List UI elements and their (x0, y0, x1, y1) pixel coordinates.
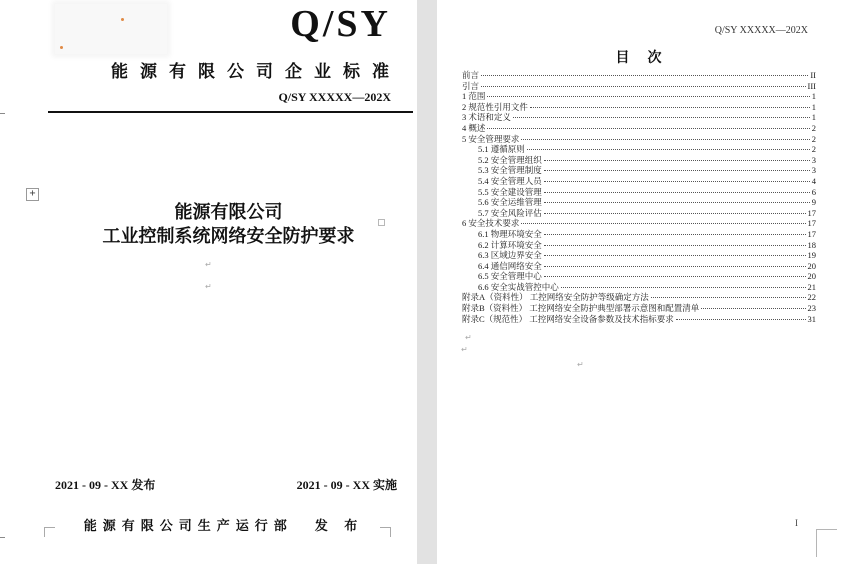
toc-entry-page: 20 (807, 271, 816, 282)
pilcrow-mark: ↵ (205, 282, 212, 291)
dot-leader (487, 128, 809, 129)
page-gap (417, 0, 437, 564)
running-header: Q/SY XXXXX—202X (714, 25, 808, 36)
toc-entry-page: 3 (811, 154, 816, 165)
publisher-line (36, 515, 411, 534)
toc-entry[interactable] (462, 80, 816, 91)
dot-leader (544, 160, 810, 161)
toc-entry-page: 1 (811, 101, 816, 112)
toc-entry-page: 20 (807, 260, 816, 271)
toc-heading: 目次 (615, 50, 680, 66)
toc-entry-label: 5.5 安全建设管理 (478, 186, 542, 197)
toc-entry-label: 4 概述 (462, 122, 486, 133)
dot-leader (544, 181, 810, 182)
dot-leader (544, 234, 806, 235)
dot-leader (701, 308, 805, 309)
toc-entry-page: 23 (807, 303, 816, 314)
dot-leader (521, 223, 805, 224)
toc-entry[interactable] (462, 122, 816, 133)
enterprise-standard-line: 能源有限公司企业标准 (111, 62, 401, 82)
toc-entry-page: III (807, 80, 816, 91)
dot-leader (676, 319, 806, 320)
toc-entry-label: 5.7 安全风险评估 (478, 207, 542, 218)
dot-leader (487, 96, 809, 97)
toc-entry-page: 2 (811, 144, 816, 155)
dot-leader (513, 117, 810, 118)
pilcrow-mark: ↵ (461, 345, 468, 354)
toc-entry-page: 1 (811, 91, 816, 102)
toc-entry-label: 6.4 通信网络安全 (478, 260, 542, 271)
title-line-1: 能源有限公司 (174, 202, 283, 223)
redacted-logo (55, 4, 167, 54)
toc-entry[interactable] (462, 69, 816, 80)
toc-entry-page: 22 (807, 292, 816, 303)
toc-entry[interactable] (462, 260, 816, 271)
publisher-action: 发 布 (314, 519, 364, 534)
toc-entry-label: 6 安全技术要求 (462, 218, 520, 229)
pilcrow-mark: ↵ (205, 260, 212, 269)
toc-entry-label: 5.3 安全管理制度 (478, 165, 542, 176)
toc-entry[interactable] (462, 249, 816, 260)
toc-entry[interactable] (462, 239, 816, 250)
dot-leader (521, 139, 809, 140)
toc-entry[interactable] (462, 281, 816, 292)
cover-page (0, 0, 417, 564)
dot-leader (544, 202, 810, 203)
dot-leader (481, 75, 808, 76)
toc-entry-page: 4 (811, 175, 816, 186)
dot-leader (530, 107, 810, 108)
toc-entry[interactable] (462, 90, 816, 101)
dot-leader (544, 245, 806, 246)
toc-entry[interactable] (462, 175, 816, 186)
toc-entry[interactable] (462, 313, 816, 324)
issue-date: 2021 - 09 - XX 发布 (55, 478, 156, 492)
dot-leader (544, 213, 806, 214)
standard-number: Q/SY XXXXX—202X (278, 90, 391, 104)
dot-leader (481, 86, 805, 87)
toc-entry[interactable] (462, 186, 816, 197)
toc-entry-page: 19 (807, 250, 816, 261)
toc-entry-page: 3 (811, 165, 816, 176)
toc-entry-page: 1 (811, 112, 816, 123)
toc-entry-page: II (810, 70, 816, 80)
toc-entry-label: 6.3 区域边界安全 (478, 250, 542, 261)
pilcrow-mark: ↵ (465, 333, 472, 342)
toc-entry-label: 5.4 安全管理人员 (478, 175, 542, 186)
toc-entry-label: 前言 (462, 70, 480, 80)
toc-entry-label: 附录A（资料性） 工控网络安全防护等级确定方法 (462, 292, 649, 303)
page-edge-tick (0, 537, 5, 538)
toc-entry-label: 3 术语和定义 (462, 112, 511, 123)
toc-entry[interactable] (462, 217, 816, 228)
toc-entry-page: 31 (807, 313, 816, 324)
dot-leader (544, 276, 806, 277)
margin-crop-mark (816, 529, 837, 557)
toc-list (462, 69, 816, 323)
toc-entry-label: 5 安全管理要求 (462, 133, 520, 144)
toc-entry-page: 17 (807, 218, 816, 229)
dot-leader (544, 255, 806, 256)
document-title (40, 201, 417, 249)
toc-entry-label: 附录B（资料性） 工控网络安全防护典型部署示意图和配置清单 (462, 303, 700, 314)
toc-entry[interactable] (462, 164, 816, 175)
toc-entry-page: 21 (807, 281, 816, 292)
toc-entry-page: 2 (811, 133, 816, 144)
toc-entry-label: 1 范围 (462, 91, 486, 102)
title-line-2: 工业控制系统网络安全防护要求 (102, 226, 355, 247)
toc-entry-page: 9 (811, 197, 816, 208)
toc-entry-label: 5.1 遵循原则 (478, 144, 525, 155)
toc-entry[interactable] (462, 207, 816, 218)
toc-entry-page: 18 (807, 239, 816, 250)
toc-entry[interactable] (462, 270, 816, 281)
margin-crop-mark (380, 527, 391, 537)
toc-entry-page: 17 (807, 207, 816, 218)
logo-speck (60, 46, 63, 49)
toc-entry-label: 6.2 计算环境安全 (478, 239, 542, 250)
dot-leader (544, 170, 810, 171)
object-anchor-icon[interactable]: + (26, 188, 39, 201)
margin-crop-mark (44, 527, 55, 537)
toc-entry[interactable] (462, 154, 816, 165)
page-edge-tick (0, 113, 5, 114)
toc-entry[interactable] (462, 111, 816, 122)
toc-entry[interactable] (462, 133, 816, 144)
toc-entry-label: 6.5 安全管理中心 (478, 271, 542, 282)
toc-entry-page: 17 (807, 228, 816, 239)
toc-entry-label: 6.6 安全实战管控中心 (478, 281, 559, 292)
toc-entry-label: 5.6 安全运维管理 (478, 197, 542, 208)
toc-page (437, 0, 846, 564)
toc-entry[interactable] (462, 143, 816, 154)
implementation-date: 2021 - 09 - XX 实施 (296, 478, 397, 492)
toc-entry[interactable] (462, 291, 816, 302)
publisher-org: 能源有限公司生产运行部 (83, 519, 293, 534)
toc-entry-label: 2 规范性引用文件 (462, 101, 528, 112)
toc-entry-page: 6 (811, 186, 816, 197)
dot-leader (544, 192, 810, 193)
header-rule (48, 111, 413, 113)
pilcrow-mark: ↵ (577, 360, 584, 369)
date-row (55, 476, 397, 493)
toc-entry-label: 附录C（规范性） 工控网络安全设备参数及技术指标要求 (462, 313, 674, 324)
page-number: I (795, 518, 798, 528)
logo-speck (121, 18, 124, 21)
toc-entry[interactable] (462, 228, 816, 239)
dot-leader (561, 287, 806, 288)
toc-entry-label: 5.2 安全管理组织 (478, 154, 542, 165)
dot-leader (527, 149, 810, 150)
toc-entry[interactable] (462, 101, 816, 112)
dot-leader (651, 297, 806, 298)
dot-leader (544, 266, 806, 267)
standard-code-mark: Q/SY (290, 3, 391, 45)
toc-entry-label: 6.1 物理环境安全 (478, 228, 542, 239)
format-marker (378, 219, 385, 226)
toc-entry-label: 引言 (462, 80, 480, 91)
toc-entry-page: 2 (811, 122, 816, 133)
toc-entry[interactable] (462, 196, 816, 207)
toc-entry[interactable] (462, 302, 816, 313)
